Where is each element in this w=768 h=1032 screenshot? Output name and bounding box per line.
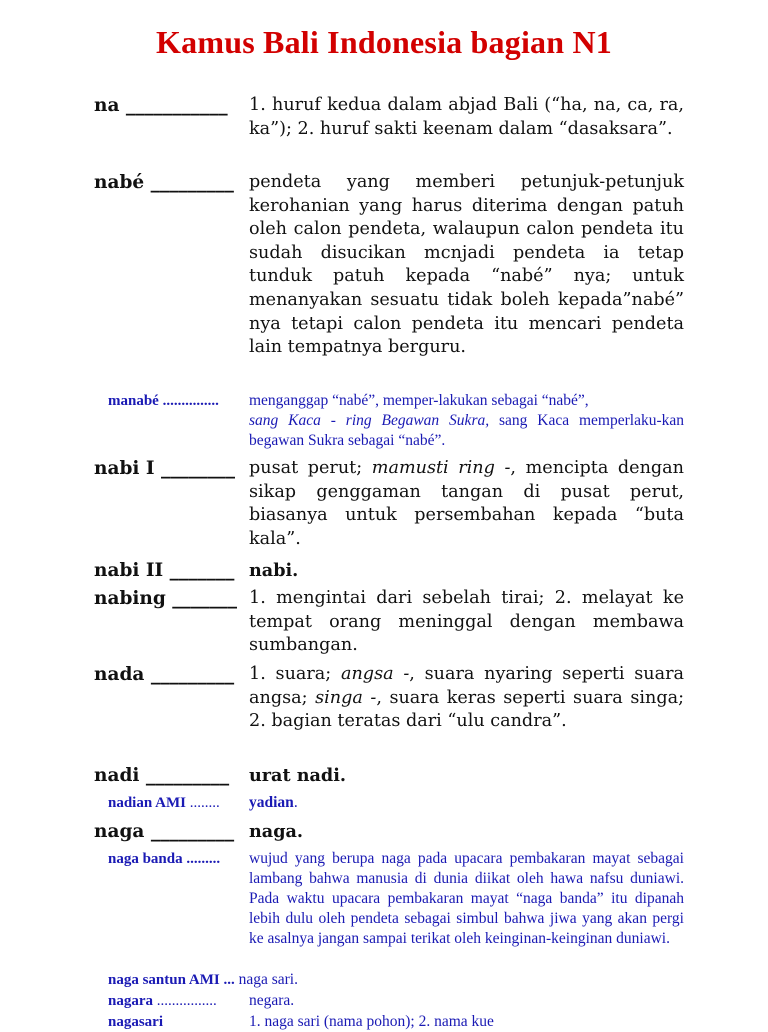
- subentry-headword: [108, 1012, 250, 1032]
- headword-text: nabi II: [94, 560, 170, 581]
- headword-text: nagara: [108, 993, 157, 1009]
- headword-text: nabi I: [94, 458, 161, 479]
- headword: [94, 820, 244, 844]
- leader-line: ___________: [125, 95, 228, 116]
- entry-nabing: [94, 587, 684, 658]
- subentry-definition: 1. naga sari (nama pohon); 2. nama kue: [249, 1013, 494, 1030]
- definition: naga.: [249, 821, 304, 842]
- leader-line: _________: [150, 821, 235, 842]
- definition-text: , suara nyaring seperti suara angsa;: [249, 664, 685, 708]
- definition: 1. mengintai dari sebelah tirai; 2. melayat ke tempat orang meninggal dengan membawa sumbangan.: [249, 588, 684, 656]
- leader-line: _______: [169, 560, 235, 581]
- entry-nabe: [94, 171, 684, 360]
- headword: [94, 94, 244, 118]
- headword: [94, 663, 244, 687]
- definition-text: , mencipta dengan sikap genggaman tangan di pusat perut, biasanya untuk persembahan kepada “buta kala”.: [249, 458, 684, 549]
- headword: [94, 764, 244, 788]
- entry-nabi-1: [94, 457, 684, 551]
- example-phrase: mamusti ring -: [371, 458, 511, 478]
- headword: [94, 587, 244, 611]
- headword: [94, 457, 244, 481]
- leader-line: ________: [160, 458, 235, 479]
- definition: urat nadi.: [249, 765, 347, 786]
- definition: [249, 663, 684, 734]
- definition-text: .: [293, 794, 298, 811]
- leader-dots: ...: [223, 972, 235, 988]
- definition-text: sang Kaca memperlaku-kan begawan Sukra sebagai “nabé”.: [249, 412, 684, 449]
- leader-line: _________: [145, 765, 230, 786]
- leader-line: _______: [172, 588, 237, 609]
- subentry-manabe: [108, 391, 684, 451]
- subentry-headword: [108, 793, 250, 813]
- entry-nadi: [94, 764, 684, 788]
- example-phrase: sang Kaca - ring Begawan Sukra,: [249, 412, 490, 429]
- definition-text: naga sari.: [234, 971, 298, 988]
- headword-text: nadi: [94, 765, 146, 786]
- headword-text: naga: [94, 821, 151, 842]
- subentry-definition: [249, 391, 684, 451]
- definition: pendeta yang memberi petunjuk-petunjuk kerohanian yang harus diterima dengan patuh oleh calon pendeta, walaupun calon pendeta itu sudah disucikan mcnjadi pendeta ia tetap tunduk patuh kepada “nabé” nya; untuk menanyakan sesuatu tidak boleh kepada”nabé” nya tetapi calon pendeta itu mencari pendeta lain tempatnya berguru.: [249, 172, 684, 358]
- subentry-nadian: [108, 793, 684, 813]
- subentry-headword: [108, 849, 250, 869]
- subentry-headword: [108, 391, 250, 411]
- subentry-nagasari: [108, 1012, 684, 1032]
- subentry-headword: [108, 970, 308, 990]
- headword: [94, 171, 244, 195]
- definition: 1. huruf kedua dalam abjad Bali (“ha, na, ca, ra, ka”); 2. huruf sakti keenam dalam “dasaksara”.: [249, 95, 684, 139]
- leader-dots: .........: [186, 851, 221, 867]
- headword-text: manabé: [108, 393, 163, 409]
- definition-text: 1. suara;: [249, 664, 341, 684]
- headword-text: na: [94, 95, 126, 116]
- subentry-definition: negara.: [249, 992, 295, 1009]
- leader-dots: ................: [156, 993, 217, 1009]
- page-title: Kamus Bali Indonesia bagian N1: [156, 24, 612, 60]
- leader-line: _________: [150, 172, 234, 193]
- entry-nada: [94, 663, 684, 734]
- headword-text: naga santun AMI: [108, 972, 224, 988]
- subentry-definition: [249, 793, 684, 813]
- headword-text: nabing: [94, 588, 173, 609]
- definition: [249, 457, 684, 551]
- definition: nabi.: [249, 560, 299, 581]
- entry-nabi-2: [94, 559, 684, 583]
- subentry-headword: [108, 991, 250, 1011]
- example-phrase: singa -: [315, 687, 377, 708]
- subentry-nagara: [108, 991, 684, 1011]
- leader-dots: ........: [189, 795, 220, 811]
- leader-line: _________: [150, 664, 235, 685]
- example-phrase: angsa -: [340, 664, 410, 684]
- headword: [94, 559, 244, 583]
- subentry-naga-banda: [108, 849, 684, 949]
- headword-text: nada: [94, 664, 151, 685]
- definition-text: pusat perut;: [249, 458, 372, 478]
- entry-naga: [94, 820, 684, 844]
- definition-text: yadian: [249, 794, 294, 811]
- subentry-definition: wujud yang berupa naga pada upacara pembakaran mayat sebagai lambang bahwa manusia di dunia diikat oleh hawa nafsu duniawi. Pada waktu upacara pembakaran mayat “naga banda” itu dipanah lebih dulu oleh pendeta sebagai simbul bahwa jiwa yang akan pergi ke asalnya jangan sampai terikat oleh keinginan-keinginan duniawi.: [249, 850, 684, 947]
- definition-text: menganggap “nabé”, memper-lakukan sebagai “nabé”,: [249, 392, 589, 409]
- headword-text: nadian AMI: [108, 795, 190, 811]
- entry-na: [94, 94, 684, 141]
- headword-text: nabé: [94, 172, 151, 193]
- definition-text: , suara keras seperti suara singa; 2. bagian teratas dari “ulu candra”.: [249, 687, 684, 732]
- leader-dots: ...............: [162, 393, 219, 409]
- headword-text: nagasari: [108, 1014, 164, 1030]
- headword-text: naga banda: [108, 851, 187, 867]
